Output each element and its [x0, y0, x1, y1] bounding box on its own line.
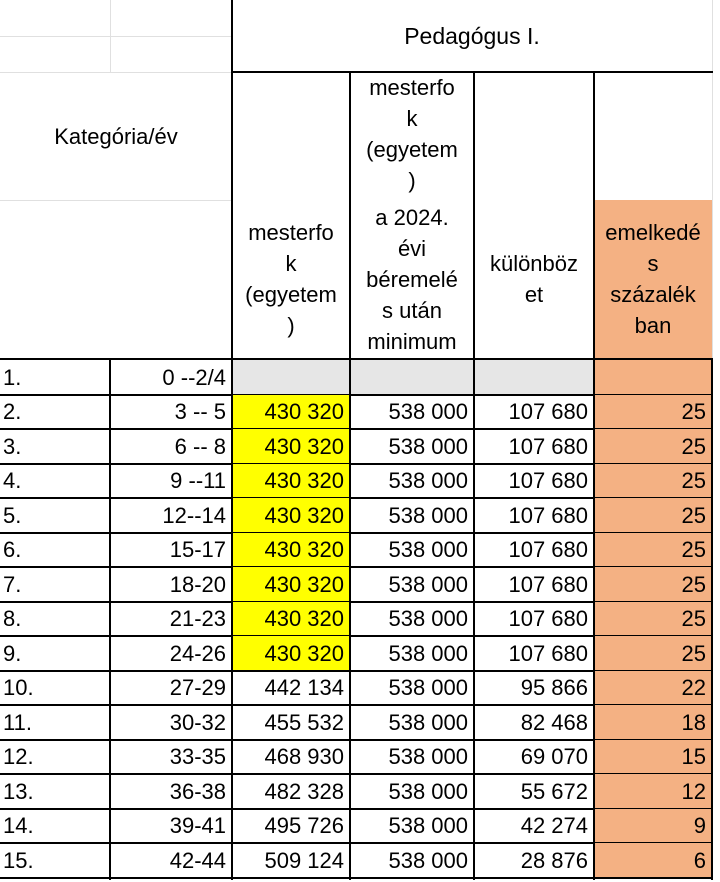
row-difference: 107 680 — [508, 571, 588, 597]
row-percent: 9 — [594, 809, 712, 844]
row-base: 430 320 — [232, 464, 350, 499]
row-number: 11. — [3, 709, 32, 735]
category-label: Kategória/év — [54, 123, 178, 149]
border-v-232 — [231, 0, 233, 880]
row-percent: 25 — [594, 533, 712, 568]
row-percent: 25 — [594, 464, 712, 499]
row-base — [232, 360, 350, 395]
row-minimum: 538 000 — [388, 571, 468, 597]
row-percent: 18 — [594, 705, 712, 740]
row-number: 14. — [3, 813, 34, 839]
row-difference: 107 680 — [508, 433, 588, 459]
col-emelkedes-label: emelkedé s százalék ban — [605, 220, 701, 338]
col-mesterfok-label: mesterfo k (egyetem ) — [245, 220, 337, 338]
row-minimum: 538 000 — [388, 433, 468, 459]
row-difference: 69 070 — [520, 744, 588, 770]
row-number: 10. — [3, 675, 34, 701]
row-minimum: 538 000 — [388, 744, 468, 770]
row-minimum: 538 000 — [388, 537, 468, 563]
row-difference: 107 680 — [508, 468, 588, 494]
row-base: 430 320 — [232, 498, 350, 533]
grid-v-712 — [712, 0, 713, 360]
row-percent: 25 — [594, 429, 712, 464]
col-mesterfok2-top — [350, 72, 474, 200]
border-v-474 — [473, 72, 475, 880]
grid-h-200 — [0, 200, 232, 201]
border-h-358 — [0, 358, 713, 360]
row-number: 7. — [3, 571, 22, 597]
row-years: 0 --2/4 — [162, 364, 226, 390]
row-base: 455 532 — [264, 709, 344, 735]
col-kulonbozet-header — [474, 200, 594, 358]
row-number: 1. — [3, 364, 22, 390]
row-number: 6. — [3, 537, 22, 563]
row-difference: 107 680 — [508, 399, 588, 425]
row-minimum: 538 000 — [388, 468, 468, 494]
row-base: 430 320 — [232, 567, 350, 602]
row-years: 6 -- 8 — [174, 433, 226, 459]
row-percent: 25 — [594, 498, 712, 533]
row-number: 3. — [3, 433, 22, 459]
row-percent: 22 — [594, 671, 712, 706]
row-years: 36-38 — [169, 778, 226, 804]
row-minimum: 538 000 — [388, 778, 468, 804]
row-number: 5. — [3, 502, 22, 528]
row-percent — [594, 360, 712, 395]
col-mesterfok2-bottom — [350, 200, 474, 358]
border-v-594 — [593, 72, 595, 880]
row-years: 33-35 — [169, 744, 226, 770]
row-number: 13. — [3, 778, 34, 804]
row-minimum: 538 000 — [388, 847, 468, 873]
row-minimum: 538 000 — [388, 399, 468, 425]
row-percent: 25 — [594, 636, 712, 671]
row-minimum — [350, 360, 474, 395]
row-base: 482 328 — [264, 778, 344, 804]
col-emelkedes-header — [594, 200, 712, 358]
row-years: 24-26 — [169, 640, 226, 666]
row-base: 430 320 — [232, 636, 350, 671]
row-minimum: 538 000 — [388, 502, 468, 528]
row-number: 9. — [3, 640, 22, 666]
row-years: 39-41 — [169, 813, 226, 839]
row-difference: 107 680 — [508, 537, 588, 563]
row-difference — [474, 360, 594, 395]
row-difference: 95 866 — [520, 675, 588, 701]
row-minimum: 538 000 — [388, 709, 468, 735]
row-percent: 25 — [594, 395, 712, 430]
row-years: 42-44 — [169, 847, 226, 873]
row-number: 12. — [3, 744, 34, 770]
border-v-110 — [109, 360, 111, 880]
row-base: 430 320 — [232, 429, 350, 464]
row-base: 430 320 — [232, 533, 350, 568]
border-v-350 — [349, 72, 351, 880]
row-base: 495 726 — [264, 813, 344, 839]
row-percent: 6 — [594, 843, 712, 878]
row-percent: 25 — [594, 567, 712, 602]
row-minimum: 538 000 — [388, 606, 468, 632]
row-years: 30-32 — [169, 709, 226, 735]
row-minimum: 538 000 — [388, 640, 468, 666]
col-kulonbozet-label: különböz et — [489, 251, 579, 307]
row-percent: 12 — [594, 774, 712, 809]
row-base: 468 930 — [264, 744, 344, 770]
row-base: 509 124 — [264, 847, 344, 873]
row-base: 430 320 — [232, 395, 350, 430]
row-percent: 25 — [594, 602, 712, 637]
row-years: 3 -- 5 — [174, 399, 226, 425]
row-years: 9 --11 — [170, 468, 226, 494]
row-difference: 55 672 — [520, 778, 588, 804]
row-percent: 15 — [594, 740, 712, 775]
row-number: 4. — [3, 468, 22, 494]
row-difference: 42 274 — [520, 813, 588, 839]
row-minimum: 538 000 — [388, 813, 468, 839]
row-number: 15. — [3, 847, 34, 873]
row-years: 21-23 — [169, 606, 226, 632]
col-mesterfok2-top-label: mesterfo k (egyetem ) — [366, 75, 458, 193]
row-difference: 107 680 — [508, 502, 588, 528]
grid-h-36 — [0, 36, 232, 37]
col-mesterfok2-bottom-label: a 2024. évi béremelé s után minimum — [366, 204, 458, 354]
row-base: 430 320 — [232, 602, 350, 637]
row-base: 442 134 — [264, 675, 344, 701]
row-years: 12--14 — [162, 502, 226, 528]
border-v-712 — [711, 360, 713, 880]
row-minimum: 538 000 — [388, 675, 468, 701]
border-h-72 — [232, 71, 713, 73]
row-years: 15-17 — [169, 537, 226, 563]
row-years: 27-29 — [169, 675, 226, 701]
row-difference: 107 680 — [508, 640, 588, 666]
row-years: 18-20 — [169, 571, 226, 597]
col-mesterfok-header — [232, 200, 350, 358]
row-number: 2. — [3, 399, 22, 425]
row-difference: 107 680 — [508, 606, 588, 632]
row-difference: 82 468 — [520, 709, 588, 735]
row-difference: 28 876 — [520, 847, 588, 873]
row-number: 8. — [3, 606, 22, 632]
row-border — [0, 877, 713, 879]
group-title: Pedagógus I. — [404, 22, 540, 49]
